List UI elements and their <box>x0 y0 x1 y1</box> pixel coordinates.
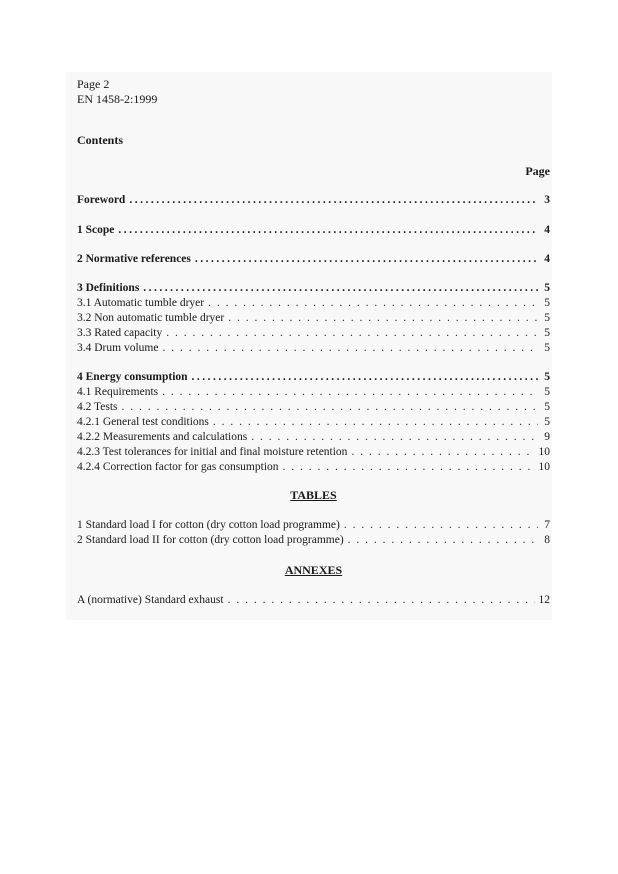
toc-entry-3-3[interactable] <box>77 326 550 341</box>
toc-entry-page: 5 <box>544 371 550 383</box>
dot-leader <box>192 370 538 385</box>
toc-entry-3-1[interactable] <box>77 296 550 311</box>
toc-entry-page: 12 <box>538 594 550 606</box>
toc-entry-foreword[interactable] <box>77 193 550 208</box>
toc-entry-title: 3.2 Non automatic tumble dryer <box>77 312 225 324</box>
tables-list <box>77 518 550 548</box>
dot-leader <box>129 193 538 208</box>
toc-entry-title: 3.1 Automatic tumble dryer <box>77 297 205 309</box>
dot-leader <box>143 281 538 296</box>
toc-entry-page: 5 <box>544 282 550 294</box>
toc-entry-title: 4 Energy consumption <box>77 371 188 383</box>
toc-entry-definitions[interactable] <box>77 281 550 296</box>
toc-energy-block <box>77 370 550 475</box>
dot-leader <box>251 430 538 445</box>
toc-entry-4-2[interactable] <box>77 400 550 415</box>
toc-entry-title: 2 Standard load II for cotton (dry cotton load programme) <box>77 534 344 546</box>
dot-leader <box>283 460 535 475</box>
toc-entry-page: 4 <box>544 253 550 265</box>
dot-leader <box>118 223 538 238</box>
annexes-heading: ANNEXES <box>284 563 343 577</box>
toc-entry-title: 4.2 Tests <box>77 401 118 413</box>
dot-leader <box>166 326 538 341</box>
dot-leader <box>228 311 538 326</box>
dot-leader <box>348 533 538 548</box>
tables-heading: TABLES <box>290 488 337 502</box>
toc-entry-title: 4.2.1 General test conditions <box>77 416 209 428</box>
toc-entry-4-2-1[interactable] <box>77 415 550 430</box>
toc-entry-title: 1 Scope <box>77 224 115 236</box>
toc-entry-title: Foreword <box>77 194 126 206</box>
toc-entry-page: 5 <box>544 416 550 428</box>
page-header <box>77 77 157 107</box>
toc-entry-title: 4.1 Requirements <box>77 386 159 398</box>
toc-entry-normative-references[interactable] <box>77 252 550 267</box>
dot-leader <box>344 518 538 533</box>
contents-title: Contents <box>77 133 124 147</box>
toc-entry-page: 10 <box>538 446 550 458</box>
toc-entry-page: 5 <box>544 297 550 309</box>
toc-entry-page: 5 <box>544 386 550 398</box>
toc-entry-4-2-2[interactable] <box>77 430 550 445</box>
annex-entry-a[interactable] <box>77 593 550 608</box>
page-column-label: Page <box>525 164 550 178</box>
dot-leader <box>351 445 534 460</box>
toc-entry-3-2[interactable] <box>77 311 550 326</box>
toc-foreword-block <box>77 193 550 208</box>
toc-entry-page: 5 <box>544 327 550 339</box>
toc-entry-title: 1 Standard load I for cotton (dry cotton load programme) <box>77 519 340 531</box>
toc-entry-page: 9 <box>544 431 550 443</box>
toc-entry-page: 5 <box>544 401 550 413</box>
toc-entry-page: 5 <box>544 312 550 324</box>
toc-entry-page: 4 <box>544 224 550 236</box>
dot-leader <box>162 385 538 400</box>
annexes-list <box>77 593 550 608</box>
toc-entry-3-4[interactable] <box>77 341 550 356</box>
dot-leader <box>162 341 538 356</box>
toc-entry-4-2-3[interactable] <box>77 445 550 460</box>
toc-entry-4-1[interactable] <box>77 385 550 400</box>
dot-leader <box>122 400 538 415</box>
toc-entry-title: 4.2.3 Test tolerances for initial and final moisture retention <box>77 446 348 458</box>
dot-leader <box>228 593 535 608</box>
dot-leader <box>208 296 538 311</box>
toc-entry-title: A (normative) Standard exhaust <box>77 594 224 606</box>
toc-entry-page: 3 <box>544 194 550 206</box>
table-entry-1[interactable] <box>77 518 550 533</box>
toc-entry-title: 2 Normative references <box>77 253 191 265</box>
toc-definitions-block <box>77 281 550 356</box>
toc-entry-title: 3 Definitions <box>77 282 140 294</box>
table-entry-2[interactable] <box>77 533 550 548</box>
toc-entry-page: 8 <box>544 534 550 546</box>
toc-entry-title: 4.2.2 Measurements and calculations <box>77 431 248 443</box>
toc-normative-block <box>77 252 550 267</box>
document-id: EN 1458-2:1999 <box>77 92 158 106</box>
toc-entry-title: 3.3 Rated capacity <box>77 327 163 339</box>
toc-entry-title: 4.2.4 Correction factor for gas consumption <box>77 461 279 473</box>
dot-leader <box>213 415 538 430</box>
toc-entry-energy-consumption[interactable] <box>77 370 550 385</box>
toc-entry-page: 10 <box>538 461 550 473</box>
toc-scope-block <box>77 223 550 238</box>
dot-leader <box>195 252 538 267</box>
toc-entry-page: 7 <box>544 519 550 531</box>
page-number-line: Page 2 <box>77 77 110 91</box>
toc-entry-4-2-4[interactable] <box>77 460 550 475</box>
toc-entry-page: 5 <box>544 342 550 354</box>
toc-entry-scope[interactable] <box>77 223 550 238</box>
toc-entry-title: 3.4 Drum volume <box>77 342 159 354</box>
